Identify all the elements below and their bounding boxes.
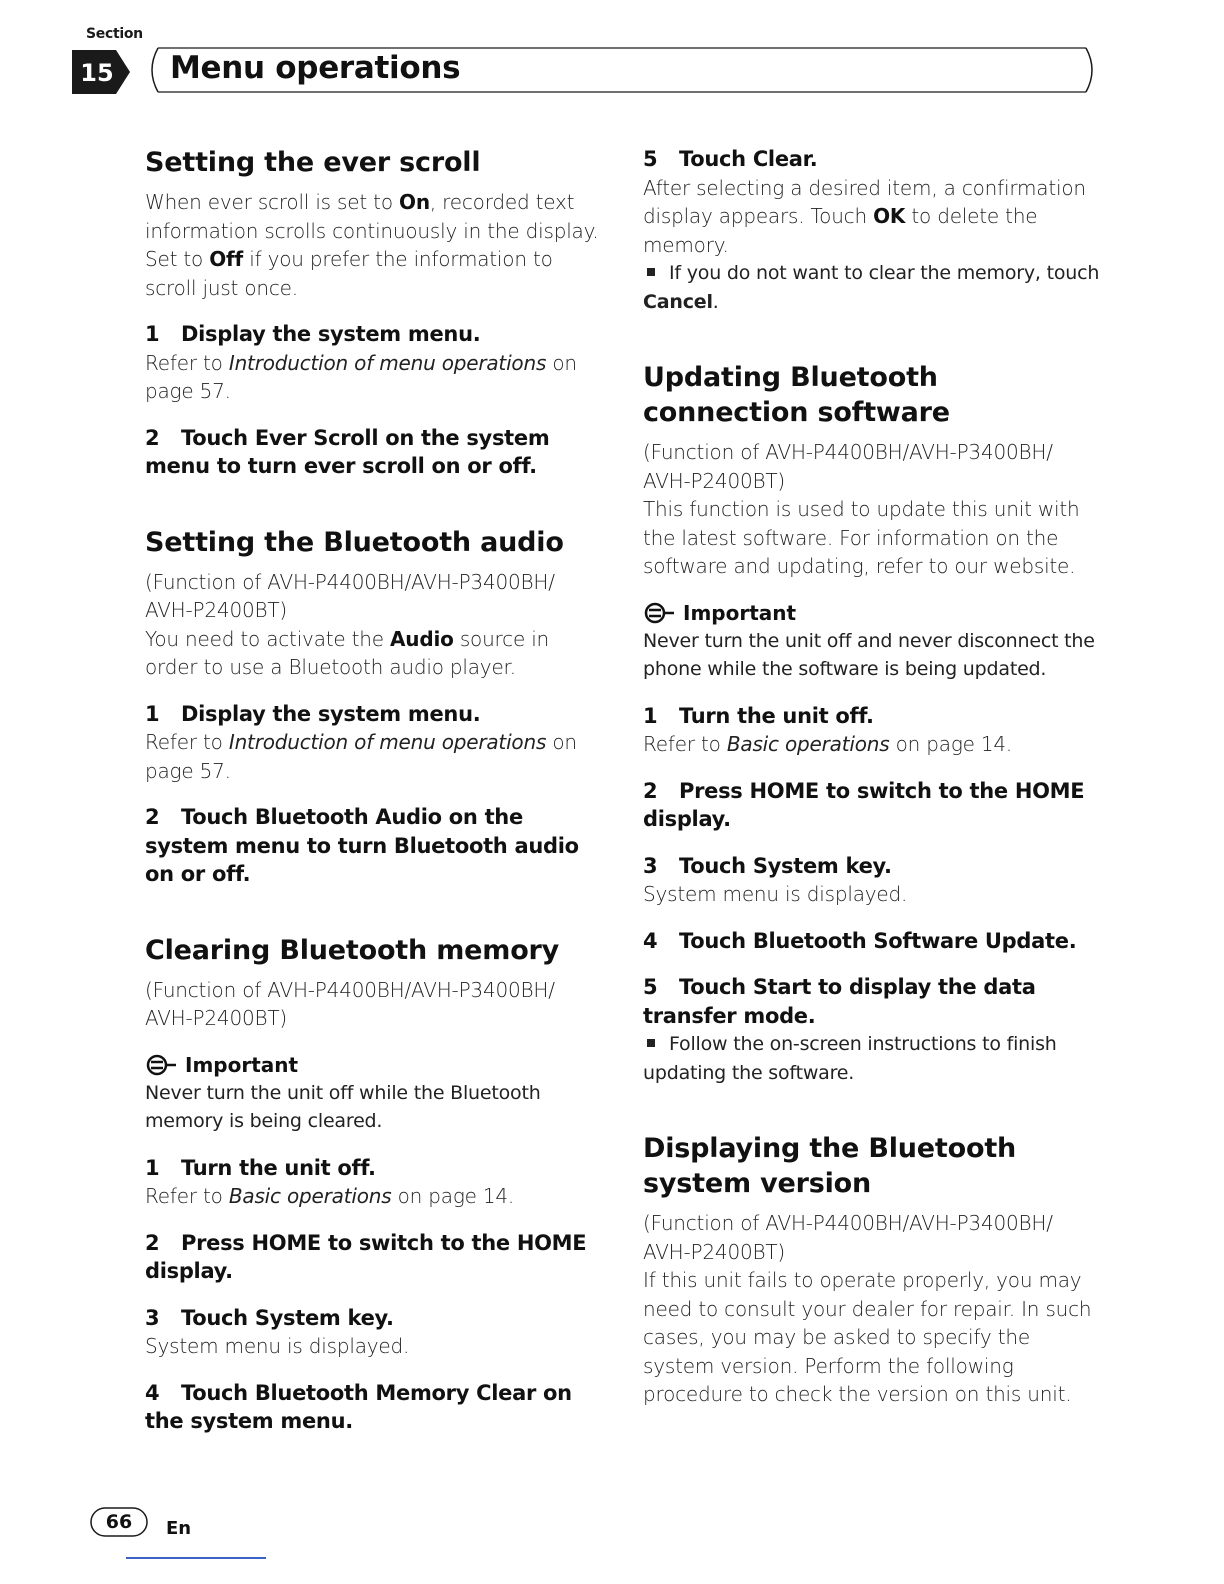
ever-scroll-step-1: 1 Display the system menu. <box>145 322 481 346</box>
updating-software-step-1: 1 Turn the unit off. <box>643 703 874 728</box>
system-version-function: (Function of AVH-P4400BH/AVH-P3400BH/ AVH-P2400BT) <box>643 1211 1053 1264</box>
clearing-memory-note: If you do not want to clear the memory, touch Cancel. <box>643 262 1100 313</box>
updating-software-important-text: Never turn the unit off and never disconnect the phone while the software is being updated. <box>643 629 1095 680</box>
heading-bluetooth-audio: Setting the Bluetooth audio <box>145 526 564 558</box>
page-number: 66 <box>105 1511 133 1533</box>
bluetooth-audio-step-1: 1 Display the system menu. <box>145 701 481 726</box>
heading-system-version: Displaying the Bluetooth system version <box>643 1133 1017 1199</box>
bluetooth-audio-step-2: 2 Touch Bluetooth Audio on the system menu to turn Bluetooth audio on or off. <box>145 805 579 886</box>
clearing-memory-step-3: 3 Touch System key. <box>145 1305 394 1330</box>
heading-updating-software: Updating Bluetooth connection software <box>643 362 950 428</box>
clearing-memory-step-3-desc: System menu is displayed. <box>145 1334 410 1358</box>
clearing-memory-step-2: 2 Press HOME to switch to the HOME display. <box>145 1230 587 1283</box>
clearing-memory-step-5-desc: After selecting a desired item, a confirmation display appears. Touch OK to delete the memory. <box>643 175 1086 257</box>
updating-software-important: Important <box>643 599 1105 627</box>
right-column <box>643 145 1105 1409</box>
clearing-memory-important-text: Never turn the unit off while the Bluetooth memory is being cleared. <box>145 1081 541 1132</box>
system-version-intro: If this unit fails to operate properly, you may need to consult your dealer for repair. In such cases, you may be asked to specify the system version. Perform the following procedure to check the version on this unit. <box>643 1268 1092 1406</box>
section-label: Section <box>86 26 143 42</box>
ever-scroll-step-2: 2 Touch Ever Scroll on the system menu to turn ever scroll on or off. <box>145 425 550 478</box>
page-title: Menu operations <box>170 50 461 86</box>
bluetooth-audio-step-1-ref: Refer to Introduction of menu operations on page 57. <box>145 730 577 783</box>
updating-software-step-3: 3 Touch System key. <box>643 853 892 878</box>
bluetooth-audio-function: (Function of AVH-P4400BH/AVH-P3400BH/ AVH-P2400BT) <box>145 569 555 622</box>
ever-scroll-step-1-ref: Refer to Introduction of menu operations on page 57. <box>145 350 577 403</box>
clearing-memory-step-4: 4 Touch Bluetooth Memory Clear on the system menu. <box>145 1380 572 1433</box>
important-icon <box>643 601 677 625</box>
ever-scroll-intro: When ever scroll is set to On, recorded text information scrolls continuously in the display. Set to Off if you prefer the information to scroll just once. <box>145 190 599 300</box>
updating-software-step-2: 2 Press HOME to switch to the HOME display. <box>643 778 1085 831</box>
footer-rule <box>126 1557 266 1559</box>
clearing-memory-important: Important <box>145 1051 605 1079</box>
updating-software-intro: This function is used to update this unit with the latest software. For information on the software and updating, refer to our website. <box>643 497 1080 578</box>
clearing-memory-step-1: 1 Turn the unit off. <box>145 1155 376 1180</box>
updating-software-step-1-ref: Refer to Basic operations on page 14. <box>643 732 1013 756</box>
updating-software-step-5: 5 Touch Start to display the data transfer mode. <box>643 975 1036 1028</box>
section-number: 15 <box>80 59 114 87</box>
clearing-memory-step-5: 5 Touch Clear. <box>643 147 818 171</box>
important-icon <box>145 1053 179 1077</box>
bluetooth-audio-intro: You need to activate the Audio source in order to use a Bluetooth audio player. <box>145 626 550 679</box>
updating-software-function: (Function of AVH-P4400BH/AVH-P3400BH/ AVH-P2400BT) <box>643 440 1053 493</box>
updating-software-step-4: 4 Touch Bluetooth Software Update. <box>643 928 1077 953</box>
heading-clearing-memory: Clearing Bluetooth memory <box>145 934 560 966</box>
updating-software-step-3-desc: System menu is displayed. <box>643 882 908 906</box>
section-number-badge <box>72 50 130 94</box>
clearing-memory-function: (Function of AVH-P4400BH/AVH-P3400BH/ AVH-P2400BT) <box>145 977 555 1030</box>
clearing-memory-step-1-ref: Refer to Basic operations on page 14. <box>145 1184 515 1208</box>
language-label: En <box>166 1518 192 1539</box>
heading-ever-scroll: Setting the ever scroll <box>145 147 481 178</box>
updating-software-note: Follow the on-screen instructions to finish updating the software. <box>643 1033 1057 1084</box>
left-column <box>145 145 605 1436</box>
